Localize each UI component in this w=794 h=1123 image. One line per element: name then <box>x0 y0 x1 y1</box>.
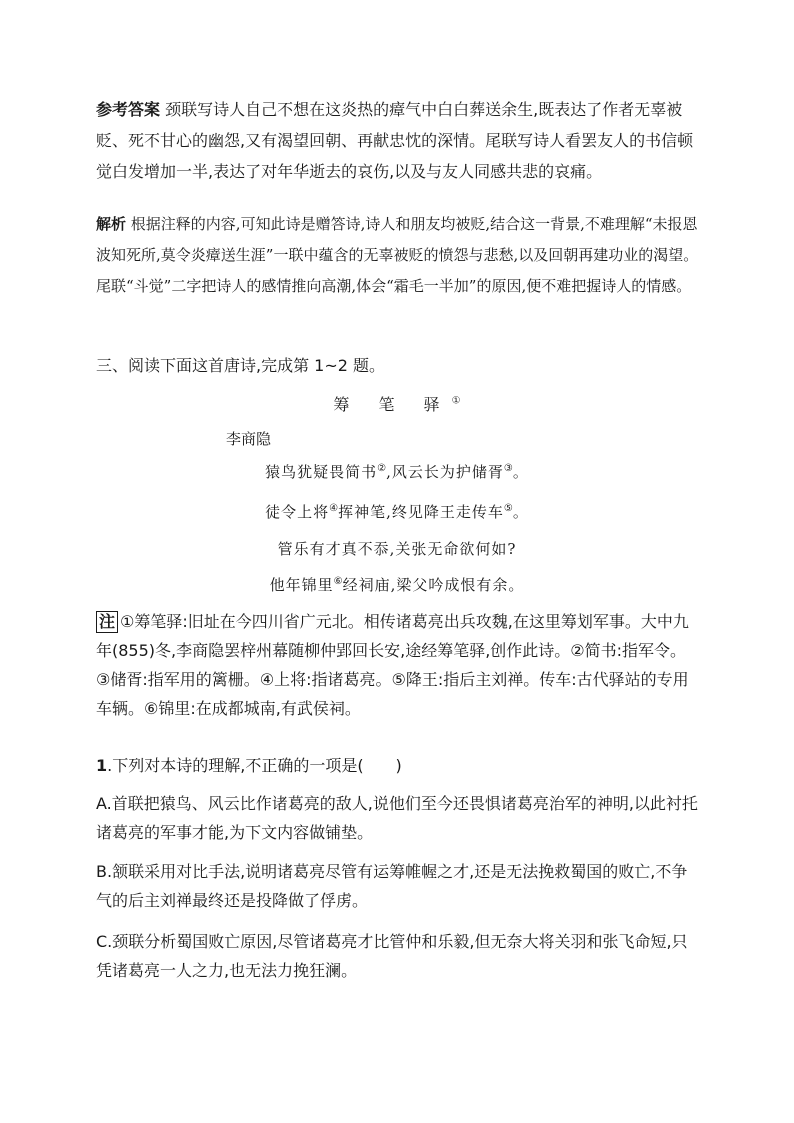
option-key: A. <box>96 794 112 813</box>
analysis-paragraph <box>96 209 700 302</box>
reference-answer <box>96 94 700 187</box>
option-text: 首联把猿鸟、风云比作诸葛亮的敌人,说他们至今还畏惧诸葛亮治军的神明,以此衬托诸葛亮的军事才能,为下文内容做铺垫。 <box>96 794 698 842</box>
question-stem-text: .下列对本诗的理解,不正确的一项是( ) <box>107 756 402 775</box>
footnote-mark: ⑥ <box>333 576 343 587</box>
option-b <box>96 857 700 915</box>
poem-author: 李商隐 <box>226 430 272 448</box>
poem-line: 他年锦里⑥经祠庙,梁父吟成恨有余。 <box>269 576 525 594</box>
note-label-box: 注 <box>96 611 118 633</box>
footnote-mark: ⑤ <box>503 503 513 514</box>
poem-title-footnote-mark: ① <box>451 395 461 407</box>
question-1-stem <box>96 754 700 778</box>
footnote-mark: ③ <box>503 463 513 474</box>
answer-label: 参考答案 <box>96 100 161 119</box>
poem-line: 徒令上将④挥神笔,终见降王走传车⑤。 <box>265 503 529 521</box>
footnote-mark: ② <box>377 463 387 474</box>
option-key: B. <box>96 862 113 881</box>
poem-line: 管乐有才真不忝,关张无命欲何如? <box>277 540 517 558</box>
answer-text: 颈联写诗人自己不想在这炎热的瘴气中白白葬送余生,既表达了作者无辜被贬、死不甘心的幽怨,又有渴望回朝、再献忠忱的深情。尾联写诗人看罢友人的书信顿觉白发增加一半,表达了对年华逝去的哀伤,以及与友人同感共悲的哀痛。 <box>96 100 694 181</box>
poem-notes <box>96 607 700 723</box>
option-a <box>96 789 700 847</box>
poem-title <box>0 392 794 415</box>
option-key: C. <box>96 932 113 951</box>
section-heading: 三、阅读下面这首唐诗,完成第 1~2 题。 <box>96 356 386 375</box>
question-number: 1 <box>96 756 108 775</box>
poem-line: 猿鸟犹疑畏简书②,风云长为护储胥③。 <box>265 463 529 481</box>
option-text: 颔联采用对比手法,说明诸葛亮尽管有运筹帷幄之才,还是无法挽救蜀国的败亡,不争气的后主刘禅最终还是投降做了俘虏。 <box>96 862 688 910</box>
analysis-label: 解析 <box>96 215 127 233</box>
footnote-mark: ④ <box>329 503 339 514</box>
note-text: ①筹笔驿:旧址在今四川省广元北。相传诸葛亮出兵攻魏,在这里筹划军事。大中九年(855)冬,李商隐罢梓州幕随柳仲郢回长安,途经筹笔驿,创作此诗。②简书:指军令。③储胥:指军用的篱栅。④上将:指诸葛亮。⑤降王:指后主刘禅。传车:古代驿站的专用车辆。⑥锦里:在成都城南,有武侯祠。 <box>96 612 689 718</box>
option-c <box>96 927 700 985</box>
option-text: 颈联分析蜀国败亡原因,尽管诸葛亮才比管仲和乐毅,但无奈大将关羽和张飞命短,只凭诸葛亮一人之力,也无法力挽狂澜。 <box>96 932 688 980</box>
analysis-text: 根据注释的内容,可知此诗是赠答诗,诗人和朋友均被贬,结合这一背景,不难理解“未报恩波知死所,莫令炎瘴送生涯”一联中蕴含的无辜被贬的愤怨与悲愁,以及回朝再建功业的渴望。尾联“斗觉”二字把诗人的感情推向高潮,体会“霜毛一半加”的原因,便不难把握诗人的情感。 <box>96 215 699 295</box>
poem-title-text: 筹 笔 驿 <box>333 395 452 414</box>
